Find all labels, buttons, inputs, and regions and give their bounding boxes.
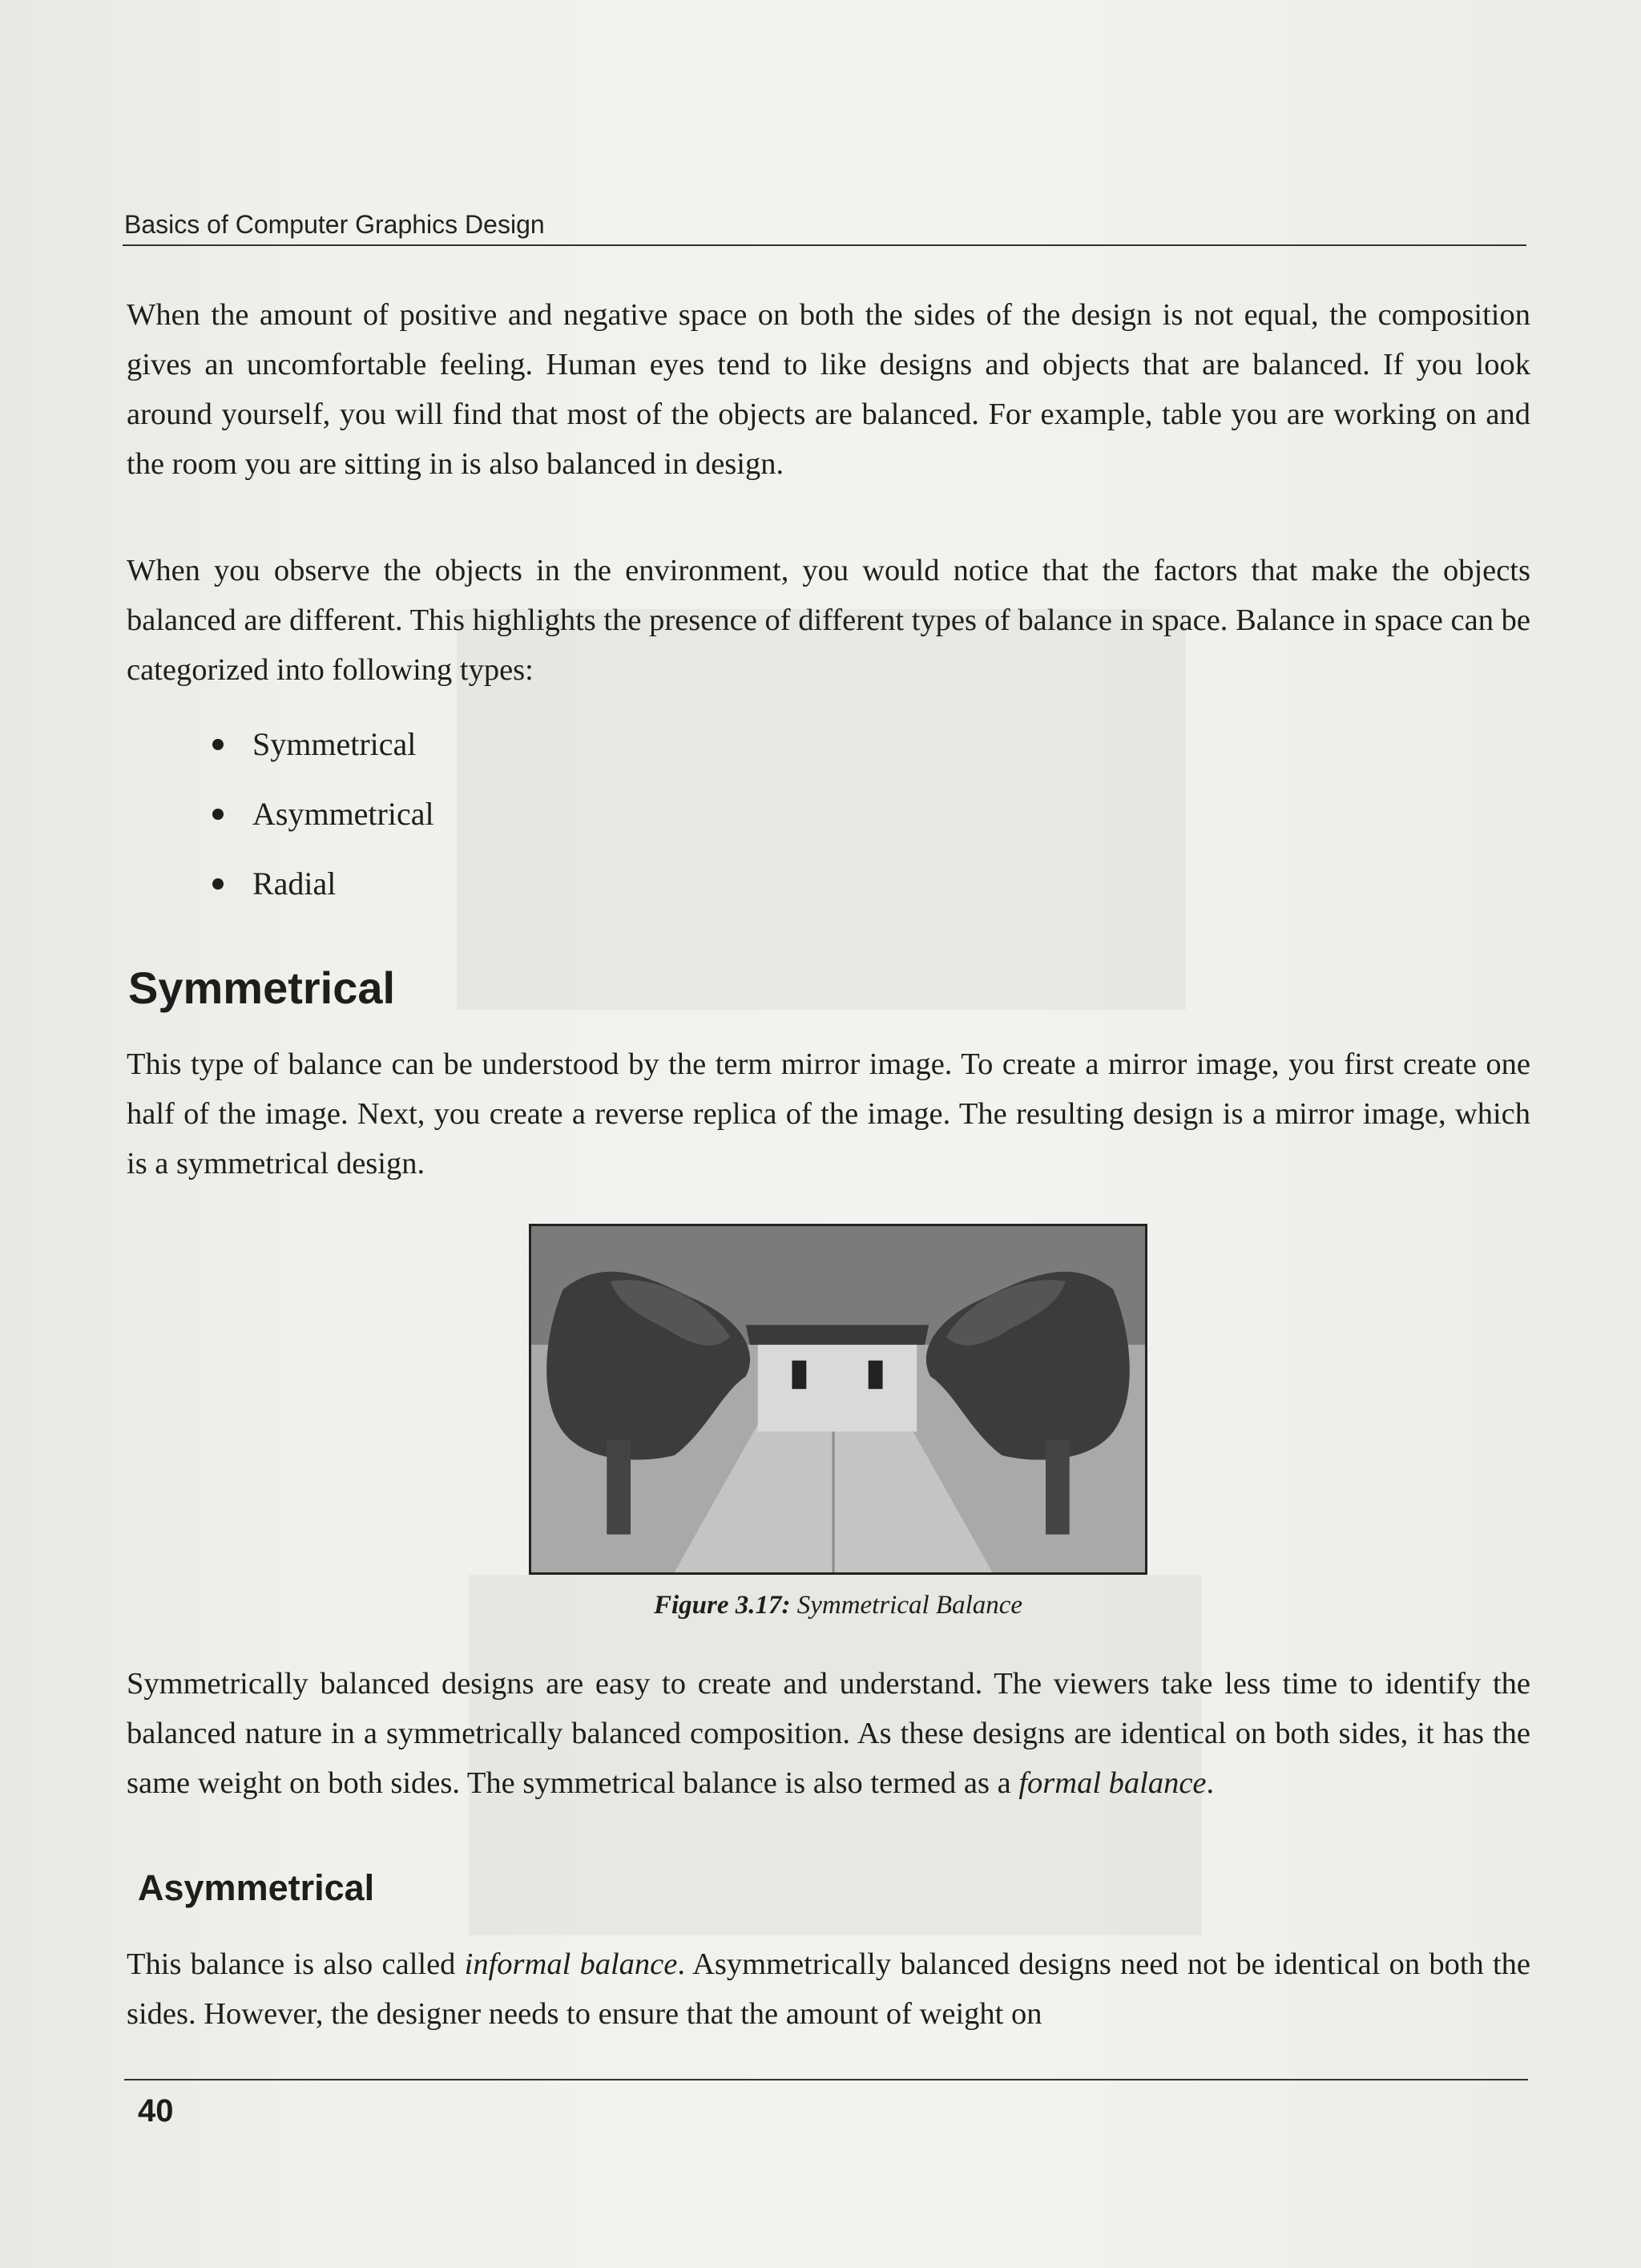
- text-run: . Asymmetrically balanced designs need not be identical on both the sides. However, the designer needs to ensure that the amount of weight on: [127, 1947, 1531, 2031]
- footer-rule: [124, 2079, 1528, 2080]
- list-item: Symmetrical: [212, 721, 434, 791]
- text-run: Symmetrically balanced designs are easy to create and understand. The viewers take less time to identify the balanced nature in a symmetrically balanced composition. As these designs are identical on both sides, it has the same weight on both sides. The symmetrical balance is also termed as a: [127, 1667, 1530, 1800]
- symmetrical-followup-paragraph: [127, 1659, 1530, 1808]
- symmetrical-scene-illustration: [531, 1226, 1145, 1572]
- symmetrical-balance-figure: [529, 1224, 1147, 1575]
- intro-paragraph: When the amount of positive and negative space on both the sides of the design is not equal, the composition gives an uncomfortable feeling. Human eyes tend to like designs and objects that are balanced. If you look around yourself, you will find that most of the objects are balanced. For example, table you are working on and the room you are sitting in is also balanced in design.: [127, 298, 1530, 481]
- running-header: Basics of Computer Graphics Design: [124, 210, 545, 239]
- section-heading-asymmetrical: Asymmetrical: [138, 1867, 375, 1908]
- symmetrical-paragraph: This type of balance can be understood by the term mirror image. To create a mirror image, you first create one half of the image. Next, you create a reverse replica of the image. The resulting design is a mirror image, which is a symmetrical design.: [127, 1047, 1530, 1180]
- page-number: 40: [138, 2093, 174, 2129]
- text-run: This balance is also called: [127, 1947, 465, 1981]
- caption-label: Figure 3.17:: [653, 1591, 791, 1620]
- text-run: .: [1206, 1766, 1215, 1800]
- emphasis: formal balance: [1018, 1766, 1207, 1800]
- caption-text: Symmetrical Balance: [790, 1591, 1023, 1620]
- list-item: Radial: [212, 861, 434, 930]
- header-rule: [123, 244, 1526, 246]
- section-heading-symmetrical: Symmetrical: [128, 962, 396, 1013]
- asymmetrical-paragraph: [127, 1939, 1530, 2039]
- emphasis: informal balance: [464, 1947, 678, 1981]
- balance-types-list: [212, 721, 434, 930]
- types-intro-paragraph: When you observe the objects in the environment, you would notice that the factors that make the objects balanced are different. This highlights the presence of different types of balance in space. Balance in space can be categorized into following types:: [127, 554, 1530, 687]
- figure-caption: [529, 1591, 1147, 1620]
- list-item: Asymmetrical: [212, 791, 434, 861]
